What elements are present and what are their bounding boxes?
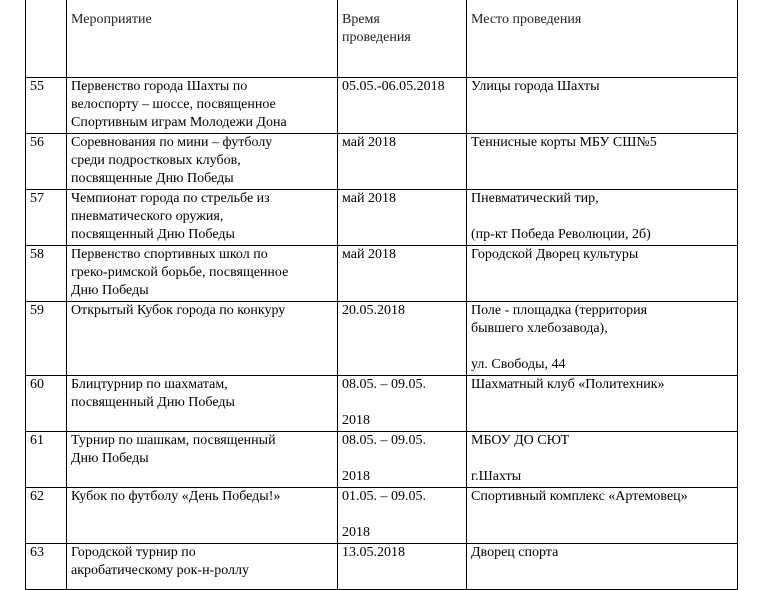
place-line: Поле - площадка (территория [471, 303, 648, 318]
event-line: Дню Победы [71, 451, 149, 466]
time-line: 2018 [342, 413, 370, 428]
row-num: 62 [26, 488, 67, 544]
row-place [467, 190, 738, 246]
row-num: 61 [26, 432, 67, 488]
row-time [338, 488, 467, 544]
event-line: Открытый Кубок города по конкуру [71, 303, 286, 318]
row-place [467, 302, 738, 376]
place-line: Спортивный комплекс «Артемовец» [471, 489, 688, 504]
table-row [26, 488, 738, 544]
line-gap [471, 208, 733, 226]
place-line: Шахматный клуб «Политехник» [471, 377, 665, 392]
row-event [67, 190, 338, 246]
place-line: Теннисные корты МБУ СШ№5 [471, 135, 657, 150]
row-num: 59 [26, 302, 67, 376]
table-row [26, 432, 738, 488]
row-place [467, 246, 738, 302]
row-place [467, 432, 738, 488]
event-line: среди подростковых клубов, [71, 153, 241, 168]
line-gap [342, 394, 462, 412]
row-num: 58 [26, 246, 67, 302]
row-event [67, 302, 338, 376]
row-time [338, 134, 467, 190]
place-line: г.Шахты [471, 469, 522, 484]
place-line: Улицы города Шахты [471, 79, 600, 94]
row-event [67, 376, 338, 432]
row-time [338, 246, 467, 302]
place-line: Городской Дворец культуры [471, 247, 639, 262]
event-line: посвященный Дню Победы [71, 395, 235, 410]
row-time [338, 190, 467, 246]
line-gap [471, 450, 733, 468]
time-line: май 2018 [342, 191, 396, 206]
time-line: 01.05. – 09.05. [342, 489, 426, 504]
row-time [338, 302, 467, 376]
event-line: Блицтурнир по шахматам, [71, 377, 228, 392]
line-gap [342, 506, 462, 524]
event-line: Первенство города Шахты по [71, 79, 248, 94]
place-line: Пневматический тир, [471, 191, 599, 206]
event-line: Кубок по футболу «День Победы!» [71, 489, 281, 504]
time-line: май 2018 [342, 247, 396, 262]
event-line: пневматического оружия, [71, 209, 224, 224]
event-line: посвященный Дню Победы [71, 227, 235, 242]
line-gap [471, 338, 733, 356]
row-place [467, 134, 738, 190]
table-row [26, 302, 738, 376]
place-line: бывшего хлебозавода), [471, 321, 608, 336]
table-row [26, 78, 738, 134]
event-line: Соревнования по мини – футболу [71, 135, 273, 150]
header-place-cell: Место проведения [467, 0, 738, 78]
row-place [467, 488, 738, 544]
row-event [67, 488, 338, 544]
time-line: 2018 [342, 469, 370, 484]
row-num: 63 [26, 544, 67, 590]
row-num: 55 [26, 78, 67, 134]
table-row [26, 376, 738, 432]
time-line: 20.05.2018 [342, 303, 405, 318]
row-num: 56 [26, 134, 67, 190]
place-line: МБОУ ДО СЮТ [471, 433, 570, 448]
row-place [467, 78, 738, 134]
header-time-line2: проведения [342, 30, 411, 45]
place-line: Дворец спорта [471, 545, 559, 560]
time-line: 08.05. – 09.05. [342, 433, 426, 448]
table-row [26, 134, 738, 190]
event-line: Чемпионат города по стрельбе из [71, 191, 270, 206]
row-event [67, 246, 338, 302]
place-line: ул. Свободы, 44 [471, 357, 566, 372]
table-row [26, 246, 738, 302]
event-line: велоспорту – шоссе, посвященное [71, 97, 276, 112]
event-line: греко-римской борьбе, посвященное [71, 265, 289, 280]
header-event-cell: Мероприятие [67, 0, 338, 78]
event-line: Дню Победы [71, 283, 149, 298]
row-event [67, 432, 338, 488]
time-line: 13.05.2018 [342, 545, 405, 560]
header-num-cell [26, 0, 67, 78]
header-row [26, 0, 738, 78]
table-row [26, 190, 738, 246]
header-time-cell [338, 0, 467, 78]
row-time [338, 78, 467, 134]
event-line: Городской турнир по [71, 545, 196, 560]
time-line: 08.05. – 09.05. [342, 377, 426, 392]
row-event [67, 134, 338, 190]
event-line: Первенство спортивных школ по [71, 247, 268, 262]
time-line: 05.05.-06.05.2018 [342, 79, 445, 94]
events-table [25, 0, 738, 590]
event-line: акробатическому рок-н-роллу [71, 563, 250, 578]
time-line: май 2018 [342, 135, 396, 150]
row-time [338, 376, 467, 432]
row-event [67, 78, 338, 134]
place-line: (пр-кт Победа Революции, 2б) [471, 227, 651, 242]
row-num: 60 [26, 376, 67, 432]
time-line: 2018 [342, 525, 370, 540]
row-place [467, 376, 738, 432]
event-line: Спортивным играм Молодежи Дона [71, 115, 287, 130]
line-gap [342, 450, 462, 468]
event-line: Турнир по шашкам, посвященный [71, 433, 276, 448]
row-time [338, 432, 467, 488]
event-line: посвященные Дню Победы [71, 171, 234, 186]
header-time-line1: Время [342, 12, 380, 27]
row-num: 57 [26, 190, 67, 246]
